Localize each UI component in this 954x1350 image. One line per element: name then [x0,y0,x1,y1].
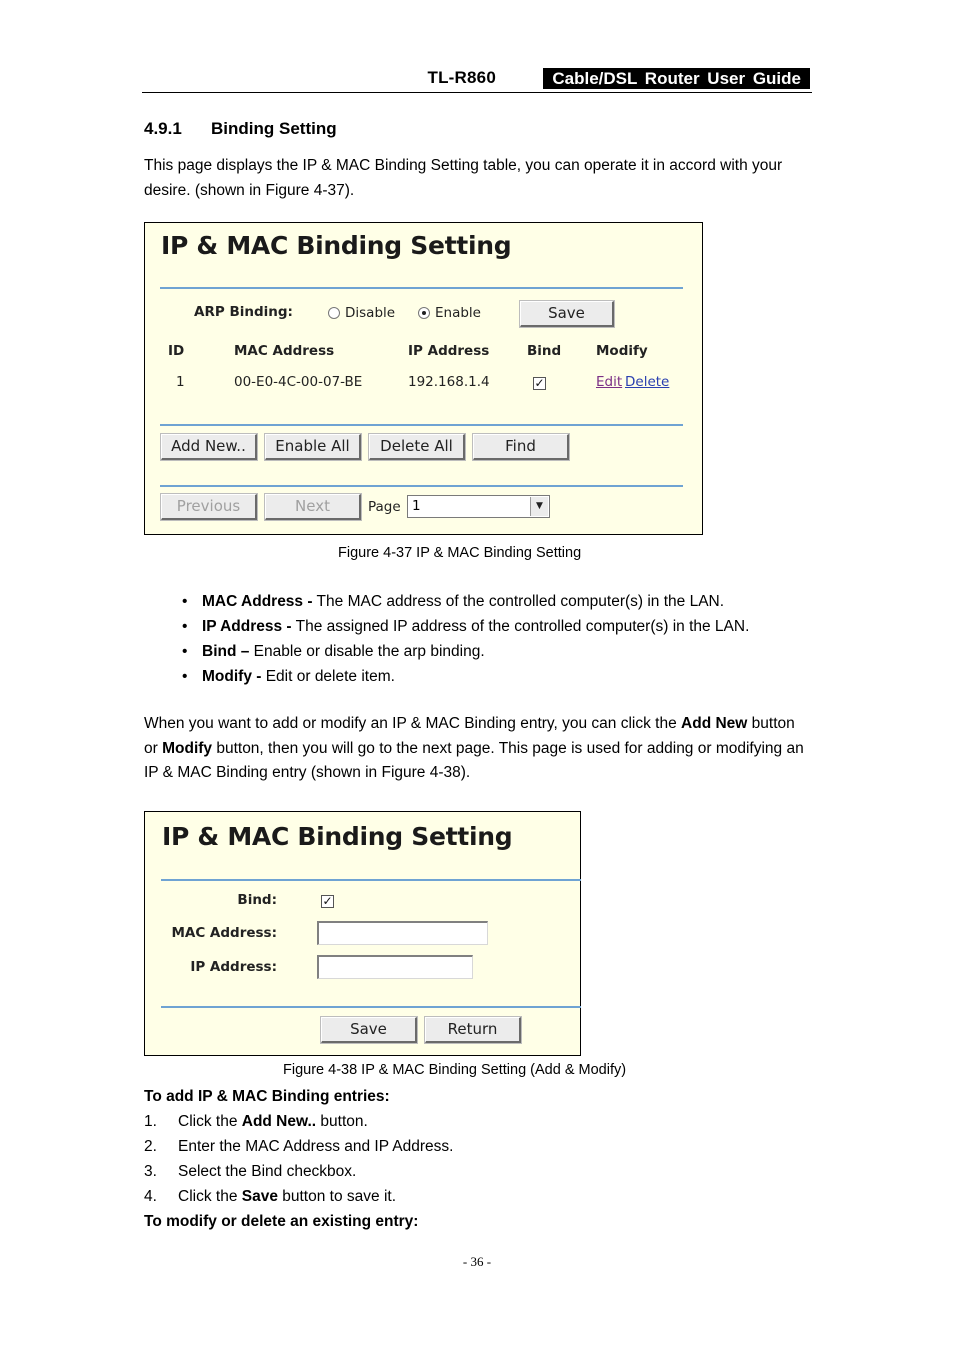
modify-heading: To modify or delete an existing entry: [144,1213,419,1230]
divider [160,424,683,426]
divider [160,485,683,487]
add-new-button[interactable]: Add New.. [161,434,257,460]
column-header-modify: Modify [596,343,648,359]
term: MAC Address - [202,593,313,610]
bold-text: Add New [681,715,748,732]
step-item [144,1184,824,1209]
step-bold: Save [241,1188,278,1205]
step-text: button. [316,1113,368,1130]
figure-binding-table [144,222,703,535]
add-steps [144,1084,824,1234]
next-button[interactable]: Next [265,494,361,520]
delete-all-button[interactable]: Delete All [369,434,465,460]
instruction-paragraph [144,712,809,786]
description: The assigned IP address of the controlled computer(s) in the LAN. [291,618,750,635]
mac-address-input[interactable] [317,921,488,945]
step-bold: Add New.. [241,1113,317,1130]
text: button, then you will go to the next page. This page is used for adding or modifying an IP & MAC Binding entry (shown in Figure 4-38). [144,739,804,782]
description: The MAC address of the controlled computer(s) in the LAN. [312,593,725,610]
divider [161,1006,581,1008]
text: When you want to add or modify an IP & MAC Binding entry, you can click the [144,715,682,732]
header-model: TL-R860 [427,68,496,87]
term: IP Address - [202,618,292,635]
column-header-ip: IP Address [408,343,490,359]
row-bind-checkbox[interactable]: ✓ [534,376,545,390]
text: button or [144,715,795,757]
list-item: • MAC Address - The MAC address of the controlled computer(s) in the LAN. [182,593,725,610]
step-item [144,1109,824,1134]
field-description-list [144,589,824,689]
edit-link[interactable]: Edit [596,374,623,390]
description: Enable or disable the arp binding. [249,643,485,660]
page-header [142,68,812,93]
page-number: - 36 - [462,1254,492,1269]
divider [161,879,581,881]
enable-all-button[interactable]: Enable All [265,434,361,460]
arp-binding-label: ARP Binding: [194,304,293,320]
section-heading [144,119,337,139]
figure-caption: Figure 4-37 IP & MAC Binding Setting [338,545,582,561]
column-header-mac: MAC Address [234,343,335,359]
arp-disable-label: Disable [345,305,396,321]
page-select[interactable] [407,495,550,518]
arp-enable-label: Enable [435,305,481,321]
divider [160,287,683,289]
column-header-id: ID [168,343,185,359]
add-heading: To add IP & MAC Binding entries: [144,1088,390,1105]
step-number: 3. [144,1163,157,1180]
term: Bind – [202,643,250,660]
step-text: Select the Bind checkbox. [178,1163,357,1180]
step-number: 1. [144,1113,157,1130]
page-select-value: 1 [412,498,421,514]
return-button[interactable]: Return [425,1017,521,1043]
chevron-down-icon[interactable]: ▼ [530,497,548,516]
figure-caption: Figure 4-38 IP & MAC Binding Setting (Add & Modify) [283,1062,627,1078]
description: Edit or delete item. [261,668,395,685]
step-text: Click the [178,1188,242,1205]
column-header-bind: Bind [527,343,562,359]
section-number: 4.9.1 [144,119,182,138]
arp-disable-radio[interactable] [328,307,340,319]
intro-paragraph: This page displays the IP & MAC Binding Setting table, you can operate it in accord with your desire. (shown in Figure 4-37). [144,157,783,199]
step-item [144,1159,824,1184]
step-number: 2. [144,1138,157,1155]
page-label: Page [368,499,401,515]
step-text: Click the [178,1113,242,1130]
delete-link[interactable]: Delete [625,374,670,390]
figure-title: IP & MAC Binding Setting [162,822,513,851]
save-button[interactable]: Save [321,1017,417,1043]
bind-checkbox[interactable]: ✓ [322,894,333,908]
bold-text: Modify [162,739,213,757]
section-title: Binding Setting [211,119,337,138]
list-item: • Modify - Edit or delete item. [182,668,395,685]
header-guide-title: Cable/DSL Router User Guide [543,68,810,89]
find-button[interactable]: Find [473,434,569,460]
step-item [144,1134,824,1159]
ip-address-label: IP Address: [190,959,277,975]
mac-address-label: MAC Address: [171,925,277,941]
figure-binding-form [144,811,581,1056]
row-id: 1 [176,374,185,390]
list-item: • Bind – Enable or disable the arp binding. [182,643,485,660]
row-ip-address: 192.168.1.4 [408,374,490,390]
row-mac-address: 00-E0-4C-00-07-BE [234,374,363,390]
list-item: • IP Address - The assigned IP address of the controlled computer(s) in the LAN. [182,618,750,635]
figure-title: IP & MAC Binding Setting [161,231,512,260]
term: Modify - [202,668,262,685]
ip-address-input[interactable] [317,955,473,979]
save-button[interactable]: Save [520,301,614,327]
previous-button[interactable]: Previous [161,494,257,520]
step-number: 4. [144,1188,157,1205]
step-text: Enter the MAC Address and IP Address. [178,1138,454,1155]
bind-label: Bind: [237,892,277,908]
arp-enable-radio[interactable] [418,307,430,319]
step-text: button to save it. [277,1188,396,1205]
